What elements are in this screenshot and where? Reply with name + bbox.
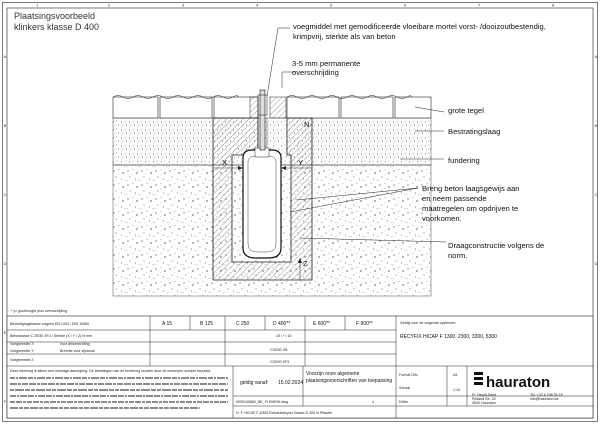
channel-body (243, 148, 281, 258)
tb-class-b125: B 125 (200, 321, 214, 327)
grid-row-a-right: A (594, 54, 598, 59)
grid-row-d: D (3, 261, 7, 266)
annotation-breng-4: voorkomen. (422, 214, 462, 223)
annotation-overschrijding-2: overschrijding (292, 68, 339, 77)
grid-row-c: C (3, 192, 7, 197)
tb-notes: Deze tekening is alleen een montage-aanwijzing. De afmetingen van de fundering moeten door de ontwerper worden bepaald. (10, 369, 211, 373)
annotation-draag-2: norm. (448, 251, 468, 260)
grid-col-1: 1 (36, 2, 39, 8)
annotation-draag-1: Draagconstructie volgens de (448, 241, 545, 250)
footnote: * y= goothoogte plus overschrijding (11, 309, 68, 313)
paving-right (287, 97, 431, 118)
annotation-voegmiddel-2: krimpvrij, sterkte als van beton (293, 32, 396, 41)
title-block (7, 316, 593, 418)
tb-geldig-label: geldig vanaf: (240, 380, 269, 386)
tb-product-header: Geldig voor de volgende systemen: (400, 321, 457, 325)
annotation-voegmiddel-1: voegmiddel met gemodificeerde vloeibare mortel vorst- /dooizoutbestendig, (293, 22, 546, 31)
brand-name: hauraton (486, 374, 551, 391)
annotation-overschrijding-1: 3-5 mm permanente (292, 59, 361, 68)
tb-email: info@hauraton.be (530, 397, 559, 401)
tb-format-label: Format DIN (399, 373, 418, 377)
grid-col-7: 7 (478, 2, 481, 8)
annotation-breng-1: Breng beton laagsgewijs aan (422, 184, 520, 193)
grid-row-b: B (3, 123, 7, 128)
annotation-fundering: fundering (448, 156, 480, 165)
grid-row-f: F (3, 399, 7, 404)
tb-phone: Tel: +32 4 298 55 18 (530, 393, 563, 397)
tb-class-c250: C 250 (236, 321, 250, 327)
grid-row-d-right: D (594, 261, 598, 266)
tb-normen-2: plaatsingsvoorschriften van toepassing (306, 378, 393, 384)
dim-y-label: Y (298, 158, 304, 167)
tb-contact-1: Fr. Heydt-Sand. (472, 393, 498, 397)
tb-row1-left: Bevestigingsklasse volgens EN 1433 / DIN 19580 (10, 322, 90, 326)
hauraton-logo (474, 372, 550, 391)
grid-col-4: 4 (256, 2, 259, 8)
tb-class-e600: E 600** (313, 321, 330, 327)
grid-col-6: 6 (404, 2, 407, 8)
grid-row-a: A (3, 54, 7, 59)
tb-row4-val: C25/30 XB (270, 348, 288, 352)
paving-left (113, 97, 258, 118)
tb-caption: H. F. HICAP F-D300 Einbaubeispiel Klasse D 400 in Pflaster (236, 411, 333, 415)
tb-row3-left: Voegbreedte X (10, 342, 34, 346)
tb-row4-sub: Breedte voor zijstrook (60, 349, 95, 353)
grid-row-e: E (3, 330, 7, 335)
grid-col-5: 5 (330, 2, 333, 8)
tb-editie-label: Editie (399, 400, 408, 404)
grid-col-8: 8 (552, 2, 555, 8)
tb-row2-val: 15 / * / 15 (276, 334, 292, 338)
annotation-bestrating: Bestratingslaag (448, 127, 501, 136)
grid-col-labels (36, 3, 555, 8)
tb-scale-label: Schaal (399, 386, 410, 390)
mortar-joint (270, 97, 286, 118)
tb-product: RECYFIX HICAP F 1300, 2300, 3300, 5300 (400, 334, 497, 340)
tb-row3-sub: voor afvoerrichting (60, 342, 90, 346)
tb-class-f900: F 900** (356, 321, 373, 327)
tb-contact-2: Reiland Str. 24 (472, 397, 496, 401)
tb-row5-val: C25/30 XF3 (270, 360, 290, 364)
grid-col-2: 2 (108, 2, 111, 8)
tb-geldig-date: 15.02.2024 (278, 380, 304, 386)
annotation-breng-2: en neem passende (422, 194, 487, 203)
annotation-breng-3: maatregelen om opdrijven te (422, 204, 519, 213)
tb-row2-left: Betonklasse C 25/30 XF4 / Sterkte (X / Y / Z) in mm (10, 334, 93, 338)
tb-class-a15: A 15 (162, 321, 173, 327)
annotation-tegel: grote tegel (448, 106, 484, 115)
cross-section (113, 90, 431, 296)
grid-row-c-right: C (594, 192, 598, 197)
grid-col-3: 3 (182, 2, 185, 8)
tb-row5-left: Voegbreedte Z (10, 358, 34, 362)
drawing-title: Plaatsingsvoorbeeld (14, 11, 96, 21)
tb-scale: 1:10 (453, 388, 460, 392)
dim-z-label: Z (303, 259, 308, 268)
tb-normen-1: Voorzijn onze algemene (306, 371, 360, 377)
grid-row-b-right: B (594, 123, 598, 128)
tb-sheet: 4 (372, 400, 374, 404)
dim-x-label: X (222, 158, 228, 167)
dim-n-label: N (304, 120, 310, 129)
drawing-subtitle: klinkers klasse D 400 (14, 22, 100, 32)
tb-class-d400: D 400** (273, 321, 291, 327)
tb-docnr: 0000145860_BE_FLEMISH.dwg (236, 400, 288, 404)
tb-row4-left: Voegbreedte Y (10, 349, 34, 353)
tb-contact-3: 4840 Hauraton (472, 401, 496, 405)
tb-format: A4 (453, 373, 458, 377)
